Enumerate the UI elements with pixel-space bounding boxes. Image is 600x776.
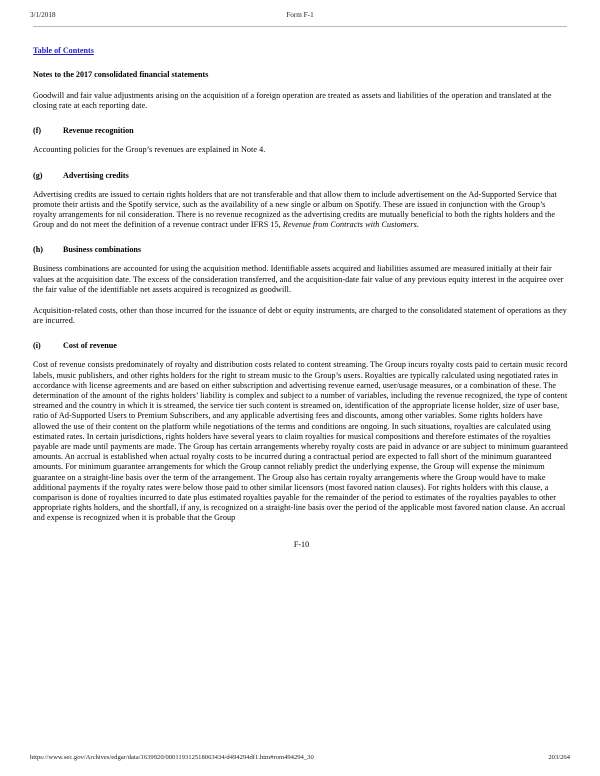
header-divider <box>33 26 567 27</box>
page-title: Notes to the 2017 consolidated financial statements <box>33 70 209 79</box>
section-label-i: Cost of revenue <box>63 341 117 351</box>
section-label-g: Advertising credits <box>63 170 129 180</box>
table-of-contents-link[interactable]: Table of Contents <box>33 46 94 55</box>
section-heading-f <box>33 125 570 136</box>
print-footer <box>30 752 570 764</box>
section-i-paragraph-1: Cost of revenue consists predominately of royalty and distribution costs related to content streaming. The Group incurs royalty costs paid to certain music record labels, music publishers, and other rights holders for the right to stream music to the Group’s users. Royalties are typically calculated using negotiated rates in accordance with license agreements and are based on either subscription and advertising revenue earned, user/usage measures, or a combination of these. The determination of the amount of the rights holders’ liability is complex and subject to a number of variables, including the revenue recognized, the type of content streamed and the country in which it is streamed, the service tier such content is streamed on, identification of the appropriate license holder, size of user base, ratio of Ad-Supported Users to Premium Subscribers, and any applicable advertising fees and discounts, among other variables. Some rights holders have allowed the use of their content on the platform while negotiations of the terms and conditions are ongoing. In such situations, royalties are calculated using estimated rates. In certain jurisdictions, rights holders have several years to claim royalties for musical compositions and therefore estimates of the royalties payable are made until payments are made. The Group has certain arrangements whereby royalty costs are paid in advance or are subject to minimum guaranteed amounts. An accrual is established when actual royalty costs to be incurred during a contractual period are expected to fall short of the minimum guaranteed amounts. For minimum guarantee arrangements for which the Group cannot reliably predict the underlying expense, the Group will expense the minimum guarantee on a straight-line basis over the term of the arrangement. The Group also has certain royalty arrangements where the Group would have to make additional payments if the royalty rates were below those paid to other similar licensors (most favored nation clauses). For rights holders with this clause, a comparison is done of royalties incurred to date plus estimated royalties payable for the remainder of the period to estimates of the royalties payables to other appropriate rights holders, and the shortfall, if any, is recognized on a straight-line basis over the period of the applicable most favored nation clause. An accrual and expense is recognized when it is probable that the Group <box>33 360 568 523</box>
section-letter-h: (h) <box>33 245 43 255</box>
page-marker: F-10 <box>293 539 310 549</box>
print-header-title: Form F-1 <box>286 11 314 19</box>
print-header <box>30 9 570 21</box>
section-label-h: Business combinations <box>63 245 142 255</box>
section-letter-i: (i) <box>33 341 41 351</box>
section-f-paragraph-1: Accounting policies for the Group’s revenues are explained in Note 4. <box>33 145 266 155</box>
ifrs-standard-title: Revenue from Contracts with Customers. <box>282 220 419 230</box>
document-content <box>33 40 570 550</box>
intro-paragraph: Goodwill and fair value adjustments arising on the acquisition of a foreign operation are treated as assets and liabilities of the operation and translated at the closing rate at each reporting date. <box>33 91 552 111</box>
section-label-f: Revenue recognition <box>63 126 134 136</box>
section-g-text: Advertising credits are issued to certain rights holders that are not transferable and that allow them to include advertisement on the Ad-Supported Service that promote their artists and the Spotify service, such as the availability of a new single or album on Spotify. These are issued in conjunction with the Group’s royalty arrangements for nil consideration. There is no revenue recognized as the advertising credits are mutually beneficial to both the rights holders and the Group and do not meet the definition of a revenue contract under IFRS 15, <box>33 189 557 230</box>
section-letter-g: (g) <box>33 170 43 180</box>
section-h-paragraph-2: Acquisition-related costs, other than those incurred for the issuance of debt or equity instruments, are charged to the consolidated statement of operations as they are incurred. <box>33 306 567 326</box>
section-g-paragraph-1 <box>33 190 570 231</box>
section-h-paragraph-1: Business combinations are accounted for using the acquisition method. Identifiable assets acquired and liabilities assumed are measured initially at their fair values at the acquisition date. The excess of the consideration transferred, and the acquisition-date fair value of any previous equity interest in the acquiree over the fair value of the identifiable net assets acquired is recognized as goodwill. <box>33 264 564 294</box>
section-heading-g <box>33 170 570 181</box>
section-heading-i <box>33 340 570 351</box>
section-letter-f: (f) <box>33 126 42 136</box>
print-header-date: 3/1/2018 <box>30 11 56 19</box>
section-heading-h <box>33 244 570 255</box>
footer-page-number: 203/264 <box>548 754 570 761</box>
footer-source-url: https://www.sec.gov/Archives/edgar/data/1639920/000119312518063434/d494294df1.htm#rom494294_30 <box>30 754 314 761</box>
